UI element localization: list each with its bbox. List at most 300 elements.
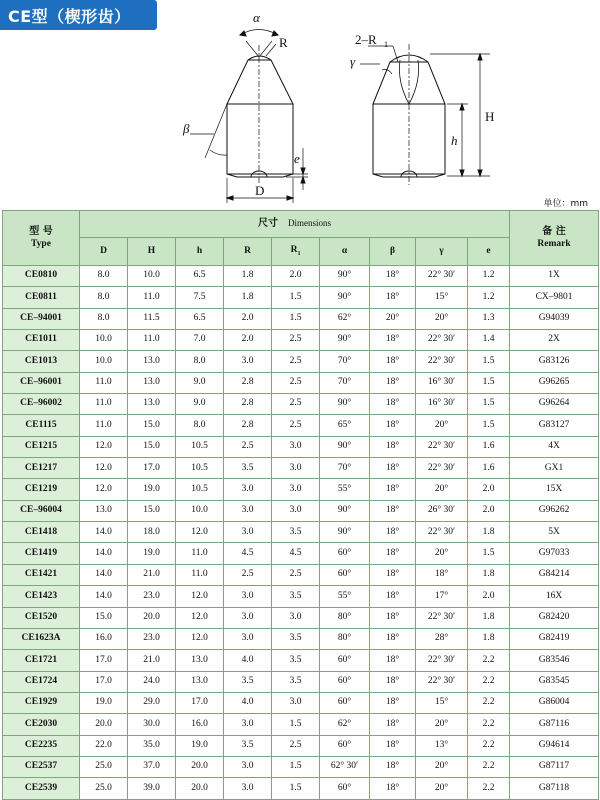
value-cell: 13° [416, 735, 468, 756]
value-cell: 15.0 [128, 436, 176, 457]
value-cell: 20° [416, 778, 468, 799]
value-cell: 55° [320, 586, 370, 607]
value-cell: 14.0 [80, 522, 128, 543]
value-cell: 20.0 [176, 778, 224, 799]
gamma-label: γ [350, 54, 356, 69]
front-view-body [227, 104, 293, 174]
r1-label: 2–R [355, 32, 377, 47]
remark-cell: G94614 [510, 735, 599, 756]
value-cell: 16.0 [80, 628, 128, 649]
table-row [3, 436, 599, 457]
value-cell: 10.5 [176, 436, 224, 457]
value-cell: 29.0 [128, 692, 176, 713]
value-cell: 18° [370, 778, 416, 799]
value-cell: 18° [370, 330, 416, 351]
value-cell: 1.5 [468, 372, 510, 393]
value-cell: 26° 30′ [416, 500, 468, 521]
type-cell: CE–96001 [3, 372, 80, 393]
value-cell: 60° [320, 778, 370, 799]
value-cell: 8.0 [176, 351, 224, 372]
type-cell: CE1721 [3, 650, 80, 671]
table-row [3, 351, 599, 372]
value-cell: 18° [370, 479, 416, 500]
unit-label: 单位：mm [543, 199, 588, 209]
value-cell: 1.2 [468, 287, 510, 308]
value-cell: 60° [320, 692, 370, 713]
value-cell: 2.5 [224, 564, 272, 585]
value-cell: 8.0 [80, 287, 128, 308]
value-cell: 1.5 [272, 778, 320, 799]
value-cell: 18° [370, 522, 416, 543]
value-cell: 20° [370, 308, 416, 329]
value-cell: 24.0 [128, 671, 176, 692]
value-cell: 1.5 [272, 756, 320, 777]
value-cell: 3.0 [272, 692, 320, 713]
value-cell: 10.5 [176, 479, 224, 500]
value-cell: 8.0 [80, 308, 128, 329]
value-cell: 15.0 [80, 607, 128, 628]
table-row [3, 586, 599, 607]
value-cell: 1.5 [272, 714, 320, 735]
col-big-h: H [128, 238, 176, 266]
value-cell: 2.0 [224, 330, 272, 351]
e-label: e [294, 151, 300, 166]
table-row [3, 500, 599, 521]
value-cell: 3.0 [272, 500, 320, 521]
value-cell: 6.5 [176, 266, 224, 287]
value-cell: 21.0 [128, 650, 176, 671]
value-cell: 60° [320, 543, 370, 564]
type-cell: CE1520 [3, 607, 80, 628]
value-cell: 20.0 [176, 756, 224, 777]
value-cell: 2.0 [272, 266, 320, 287]
table-row [3, 607, 599, 628]
value-cell: 14.0 [80, 586, 128, 607]
value-cell: 3.5 [272, 628, 320, 649]
value-cell: 18° [370, 500, 416, 521]
value-cell: 3.0 [224, 714, 272, 735]
value-cell: 11.0 [80, 394, 128, 415]
value-cell: 90° [320, 330, 370, 351]
value-cell: 18° [370, 735, 416, 756]
value-cell: 18° [370, 436, 416, 457]
value-cell: 70° [320, 458, 370, 479]
value-cell: 11.0 [80, 415, 128, 436]
value-cell: 17.0 [128, 458, 176, 479]
value-cell: 1.5 [272, 308, 320, 329]
remark-cell: G96264 [510, 394, 599, 415]
value-cell: 20° [416, 415, 468, 436]
value-cell: 2.8 [224, 415, 272, 436]
value-cell: 18° [370, 756, 416, 777]
section-title: CE型（楔形齿） [8, 7, 131, 26]
type-cell: CE–96002 [3, 394, 80, 415]
value-cell: 3.0 [224, 500, 272, 521]
remark-cell: G87116 [510, 714, 599, 735]
type-cell: CE1215 [3, 436, 80, 457]
value-cell: 23.0 [128, 586, 176, 607]
value-cell: 2.5 [272, 330, 320, 351]
value-cell: 60° [320, 650, 370, 671]
table-row [3, 756, 599, 777]
table-row [3, 458, 599, 479]
value-cell: 18° [370, 394, 416, 415]
col-e: e [468, 238, 510, 266]
value-cell: 60° [320, 564, 370, 585]
value-cell: 2.0 [468, 500, 510, 521]
type-cell: CE–96004 [3, 500, 80, 521]
value-cell: 2.0 [468, 586, 510, 607]
table-row [3, 330, 599, 351]
value-cell: 1.5 [468, 351, 510, 372]
value-cell: 80° [320, 607, 370, 628]
value-cell: 18° [370, 266, 416, 287]
value-cell: 18° [370, 671, 416, 692]
value-cell: 3.5 [272, 671, 320, 692]
value-cell: 90° [320, 266, 370, 287]
value-cell: 10.0 [176, 500, 224, 521]
value-cell: 2.0 [468, 479, 510, 500]
value-cell: 20° [416, 543, 468, 564]
value-cell: 12.0 [176, 628, 224, 649]
col-h: h [176, 238, 224, 266]
value-cell: 18° [370, 714, 416, 735]
value-cell: 18° [370, 607, 416, 628]
value-cell: 55° [320, 479, 370, 500]
value-cell: 2.5 [272, 372, 320, 393]
value-cell: 13.0 [80, 500, 128, 521]
remark-cell: G83546 [510, 650, 599, 671]
value-cell: 22° 30′ [416, 522, 468, 543]
value-cell: 16° 30′ [416, 394, 468, 415]
value-cell: 17.0 [176, 692, 224, 713]
value-cell: 18° [370, 564, 416, 585]
value-cell: 20° [416, 756, 468, 777]
value-cell: 11.0 [80, 372, 128, 393]
value-cell: 6.5 [176, 308, 224, 329]
spec-table [2, 210, 599, 800]
value-cell: 22° 30′ [416, 436, 468, 457]
value-cell: 3.0 [224, 522, 272, 543]
table-row [3, 671, 599, 692]
value-cell: 12.0 [176, 586, 224, 607]
value-cell: 2.5 [224, 436, 272, 457]
alpha-label: α [253, 10, 260, 25]
value-cell: 35.0 [128, 735, 176, 756]
table-row [3, 522, 599, 543]
value-cell: 1.8 [468, 628, 510, 649]
value-cell: 1.8 [468, 564, 510, 585]
col-alpha: α [320, 238, 370, 266]
value-cell: 18° [370, 586, 416, 607]
col-gamma: γ [416, 238, 468, 266]
value-cell: 28° [416, 628, 468, 649]
value-cell: 10.0 [80, 351, 128, 372]
type-cell: CE1115 [3, 415, 80, 436]
value-cell: 70° [320, 351, 370, 372]
value-cell: 18° [370, 543, 416, 564]
table-row [3, 650, 599, 671]
value-cell: 12.0 [80, 436, 128, 457]
value-cell: 3.0 [224, 479, 272, 500]
remark-cell: 2X [510, 330, 599, 351]
value-cell: 2.2 [468, 714, 510, 735]
col-beta: β [370, 238, 416, 266]
value-cell: 17° [416, 586, 468, 607]
front-view-cone [227, 60, 293, 104]
r1-sub-label: 1 [384, 40, 388, 49]
type-cell: CE2030 [3, 714, 80, 735]
table-body [3, 266, 599, 800]
value-cell: 3.0 [224, 351, 272, 372]
value-cell: 2.8 [224, 394, 272, 415]
value-cell: 22° 30′ [416, 607, 468, 628]
value-cell: 19.0 [128, 479, 176, 500]
table-row [3, 778, 599, 799]
value-cell: 2.2 [468, 671, 510, 692]
value-cell: 21.0 [128, 564, 176, 585]
type-cell: CE0810 [3, 266, 80, 287]
value-cell: 12.0 [176, 607, 224, 628]
value-cell: 2.5 [272, 735, 320, 756]
value-cell: 9.0 [176, 394, 224, 415]
type-cell: CE1219 [3, 479, 80, 500]
value-cell: 2.2 [468, 778, 510, 799]
value-cell: 20.0 [80, 714, 128, 735]
value-cell: 80° [320, 628, 370, 649]
value-cell: 1.2 [468, 266, 510, 287]
value-cell: 90° [320, 287, 370, 308]
value-cell: 2.2 [468, 692, 510, 713]
type-cell: CE1217 [3, 458, 80, 479]
big-h-label: H [485, 109, 495, 124]
value-cell: 3.0 [272, 607, 320, 628]
type-cell: CE2539 [3, 778, 80, 799]
value-cell: 2.2 [468, 650, 510, 671]
value-cell: 13.0 [128, 372, 176, 393]
value-cell: 37.0 [128, 756, 176, 777]
value-cell: 60° [320, 735, 370, 756]
value-cell: 20° [416, 479, 468, 500]
value-cell: 9.0 [176, 372, 224, 393]
value-cell: 2.8 [224, 372, 272, 393]
table-row [3, 564, 599, 585]
value-cell: 22° 30′ [416, 650, 468, 671]
side-view-body [373, 104, 445, 174]
value-cell: 3.0 [272, 436, 320, 457]
value-cell: 90° [320, 500, 370, 521]
remark-cell: 1X [510, 266, 599, 287]
value-cell: 19.0 [176, 735, 224, 756]
remark-cell: 15X [510, 479, 599, 500]
value-cell: 1.8 [468, 607, 510, 628]
value-cell: 90° [320, 522, 370, 543]
value-cell: 25.0 [80, 756, 128, 777]
value-cell: 1.6 [468, 436, 510, 457]
value-cell: 13.0 [176, 671, 224, 692]
value-cell: 3.0 [224, 778, 272, 799]
type-cell: CE1724 [3, 671, 80, 692]
value-cell: 1.5 [468, 415, 510, 436]
value-cell: 22.0 [80, 735, 128, 756]
table-row [3, 415, 599, 436]
value-cell: 17.0 [80, 650, 128, 671]
type-cell: CE1421 [3, 564, 80, 585]
value-cell: 11.5 [128, 308, 176, 329]
type-cell: CE1419 [3, 543, 80, 564]
value-cell: 90° [320, 436, 370, 457]
value-cell: 14.0 [80, 564, 128, 585]
value-cell: 3.0 [224, 756, 272, 777]
value-cell: 14.0 [80, 543, 128, 564]
value-cell: 18° [370, 351, 416, 372]
table-row [3, 479, 599, 500]
value-cell: 4.0 [224, 692, 272, 713]
value-cell: 7.0 [176, 330, 224, 351]
type-cell: CE2235 [3, 735, 80, 756]
value-cell: 17.0 [80, 671, 128, 692]
table-row [3, 543, 599, 564]
value-cell: 18° [370, 287, 416, 308]
value-cell: 20° [416, 308, 468, 329]
value-cell: 1.8 [224, 287, 272, 308]
value-cell: 12.0 [176, 522, 224, 543]
remark-cell: G83126 [510, 351, 599, 372]
value-cell: 20° [416, 714, 468, 735]
r-label: R [279, 35, 288, 50]
col-r1: $R_1$ [272, 238, 320, 266]
value-cell: 2.0 [224, 308, 272, 329]
value-cell: 22° 30′ [416, 671, 468, 692]
value-cell: 18.0 [128, 522, 176, 543]
value-cell: 3.0 [224, 607, 272, 628]
type-cell: CE–94001 [3, 308, 80, 329]
value-cell: 18° [370, 458, 416, 479]
remark-cell: G84214 [510, 564, 599, 585]
value-cell: 3.5 [272, 522, 320, 543]
h-label: h [451, 133, 458, 148]
col-r: R [224, 238, 272, 266]
value-cell: 4.5 [224, 543, 272, 564]
value-cell: 4.5 [272, 543, 320, 564]
remark-cell: 16X [510, 586, 599, 607]
value-cell: 18° [370, 415, 416, 436]
type-cell: CE1929 [3, 692, 80, 713]
value-cell: 13.0 [176, 650, 224, 671]
remark-cell: G82419 [510, 628, 599, 649]
table-row [3, 628, 599, 649]
value-cell: 3.5 [224, 458, 272, 479]
value-cell: 3.5 [224, 735, 272, 756]
table-row [3, 266, 599, 287]
value-cell: 2.2 [468, 756, 510, 777]
value-cell: 1.4 [468, 330, 510, 351]
value-cell: 10.0 [80, 330, 128, 351]
value-cell: 1.5 [272, 287, 320, 308]
type-cell: CE2537 [3, 756, 80, 777]
value-cell: 3.0 [224, 628, 272, 649]
value-cell: 3.0 [272, 479, 320, 500]
value-cell: 1.5 [468, 394, 510, 415]
value-cell: 22° 30′ [416, 266, 468, 287]
remark-cell: 4X [510, 436, 599, 457]
remark-cell: 5X [510, 522, 599, 543]
value-cell: 18° [370, 650, 416, 671]
value-cell: 15.0 [128, 500, 176, 521]
value-cell: 3.0 [224, 586, 272, 607]
value-cell: 16° 30′ [416, 372, 468, 393]
type-cell: CE1418 [3, 522, 80, 543]
table-row [3, 372, 599, 393]
value-cell: 22° 30′ [416, 330, 468, 351]
header-dimensions: 尺寸 Dimensions [80, 211, 510, 238]
value-cell: 90° [320, 394, 370, 415]
value-cell: 11.0 [176, 543, 224, 564]
header-type: 型 号 Type [3, 211, 80, 266]
type-cell: CE1423 [3, 586, 80, 607]
table-row [3, 394, 599, 415]
remark-cell: G96265 [510, 372, 599, 393]
value-cell: 22° 30′ [416, 351, 468, 372]
value-cell: 2.2 [468, 735, 510, 756]
remark-cell: G86004 [510, 692, 599, 713]
col-d: D [80, 238, 128, 266]
value-cell: 23.0 [128, 628, 176, 649]
remark-cell: G83127 [510, 415, 599, 436]
value-cell: 30.0 [128, 714, 176, 735]
value-cell: 25.0 [80, 778, 128, 799]
value-cell: 2.5 [272, 564, 320, 585]
value-cell: 2.5 [272, 394, 320, 415]
table-row [3, 692, 599, 713]
value-cell: 62° 30′ [320, 756, 370, 777]
table-row [3, 714, 599, 735]
remark-cell: G97033 [510, 543, 599, 564]
remark-cell: G96262 [510, 500, 599, 521]
remark-cell: G83545 [510, 671, 599, 692]
value-cell: 65° [320, 415, 370, 436]
type-cell: CE1011 [3, 330, 80, 351]
beta-label: β [183, 121, 190, 136]
value-cell: 2.5 [272, 415, 320, 436]
value-cell: 1.5 [468, 543, 510, 564]
value-cell: 11.0 [176, 564, 224, 585]
value-cell: 3.5 [272, 650, 320, 671]
remark-cell: CX–9801 [510, 287, 599, 308]
type-cell: CE1623A [3, 628, 80, 649]
value-cell: 12.0 [80, 479, 128, 500]
table-row [3, 735, 599, 756]
value-cell: 1.3 [468, 308, 510, 329]
value-cell: 15° [416, 692, 468, 713]
value-cell: 15.0 [128, 415, 176, 436]
value-cell: 11.0 [128, 330, 176, 351]
value-cell: 62° [320, 308, 370, 329]
value-cell: 13.0 [128, 394, 176, 415]
value-cell: 70° [320, 372, 370, 393]
value-cell: 1.6 [468, 458, 510, 479]
value-cell: 15° [416, 287, 468, 308]
d-label: D [255, 183, 265, 198]
value-cell: 12.0 [80, 458, 128, 479]
value-cell: 2.5 [272, 351, 320, 372]
value-cell: 11.0 [128, 287, 176, 308]
value-cell: 1.8 [224, 266, 272, 287]
value-cell: 4.0 [224, 650, 272, 671]
table-row [3, 287, 599, 308]
header-remark: 备 注 Remark [510, 211, 599, 266]
value-cell: 22° 30′ [416, 458, 468, 479]
